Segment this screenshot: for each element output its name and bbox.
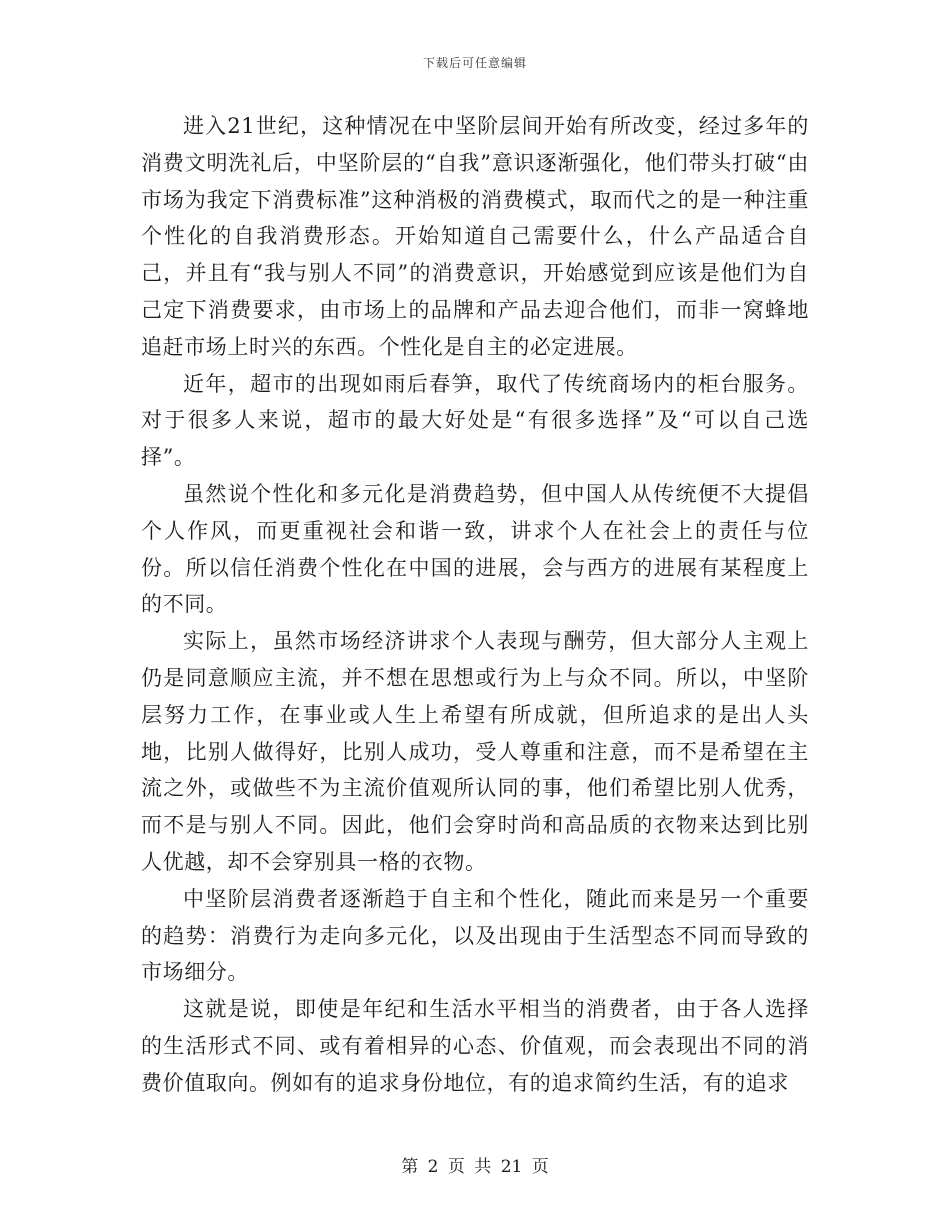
page-header-note: 下载后可任意编辑 — [422, 56, 527, 70]
footer-page-unit: 页 — [447, 1157, 465, 1177]
footer-prefix: 第 — [401, 1157, 419, 1177]
paragraph-3: 虽然说个性化和多元化是消费趋势，但中国人从传统便不大提倡个人作风，而更重视社会和谐一致，讲求个人在社会上的责任与位份。所以信任消费个性化在中国的进展，会与西方的进展有某程度上的不同。 — [141, 481, 809, 617]
footer-total-prefix: 共 — [474, 1157, 492, 1177]
paragraph-2: 近年，超市的出现如雨后春笋，取代了传统商场内的柜台服务。对于很多人来说，超市的最大好处是“有很多选择”及“可以自己选择”。 — [141, 371, 809, 470]
document-body — [141, 108, 809, 1102]
paragraph-4: 实际上，虽然市场经济讲求个人表现与酬劳，但大部分人主观上仍是同意顺应主流，并不想在思想或行为上与众不同。所以，中坚阶层努力工作，在事业或人生上希望有所成就，但所追求的是出人头地，比别人做得好，比别人成功，受人尊重和注意，而不是希望在主流之外，或做些不为主流价值观所认同的事，他们希望比别人优秀，而不是与别人不同。因此，他们会穿时尚和高品质的衣物来达到比别人优越，却不会穿别具一格的衣物。 — [141, 629, 809, 874]
page-footer — [0, 1152, 950, 1177]
paragraph-1: 进入21世纪，这种情况在中坚阶层间开始有所改变，经过多年的消费文明洗礼后，中坚阶层的“自我”意识逐渐强化，他们带头打破“由市场为我定下消费标准”这种消极的消费模式，取而代之的是一种注重个性化的自我消费形态。开始知道自己需要什么，什么产品适合自己，并且有“我与别人不同”的消费意识，开始感觉到应该是他们为自己定下消费要求，由市场上的品牌和产品去迎合他们，而非一窝蜂地追赶市场上时兴的东西。个性化是自主的必定进展。 — [141, 114, 809, 359]
footer-page-number: 2 — [427, 1157, 439, 1177]
paragraph-5: 中坚阶层消费者逐渐趋于自主和个性化，随此而来是另一个重要的趋势：消费行为走向多元化，以及出现由于生活型态不同而导致的市场细分。 — [141, 886, 809, 985]
footer-total-pages: 21 — [500, 1157, 523, 1177]
footer-total-unit: 页 — [531, 1157, 549, 1177]
paragraph-6: 这就是说，即使是年纪和生活水平相当的消费者，由于各人选择的生活形式不同、或有着相异的心态、价值观，而会表现出不同的消费价值取向。例如有的追求身份地位，有的追求简约生活，有的追求 — [141, 997, 809, 1095]
